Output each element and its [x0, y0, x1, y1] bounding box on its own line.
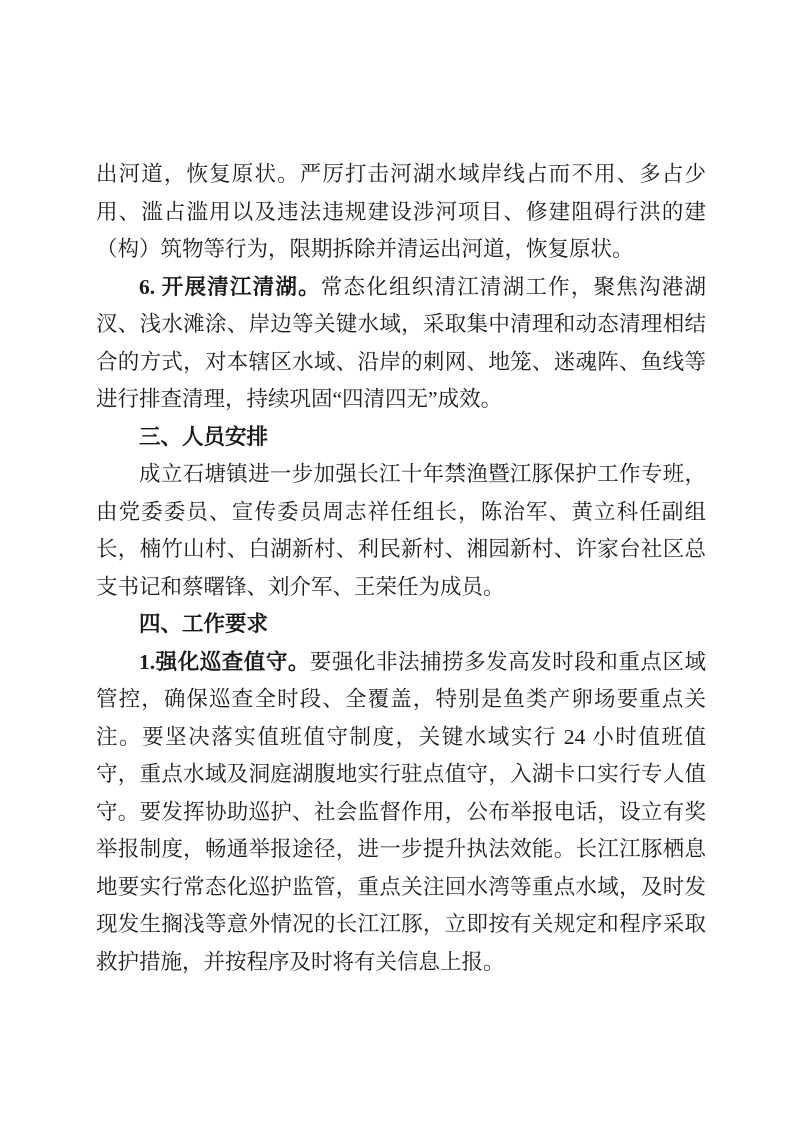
paragraph-continuation: [96, 156, 706, 269]
paragraph-personnel: [96, 456, 706, 606]
section-heading-personnel: 三、人员安排: [139, 424, 269, 449]
section-heading-work-requirements: 四、工作要求: [139, 612, 269, 636]
paragraph-bold-lead: 1.强化巡查值守。: [139, 649, 310, 674]
document-body: [96, 156, 706, 981]
paragraph-bold-lead: 6. 开展清江清湖。: [139, 274, 321, 299]
paragraph-text: 成立石塘镇进一步加强长江十年禁渔暨江豚保护工作专班，由党委委员、宣传委员周志祥任组长，陈治军、黄立科任副组长，楠竹山村、白湖新村、利民新村、湘园新村、许家台社区总支书记和蔡曙锋、刘介军、王荣任为成员。: [96, 462, 706, 599]
paragraph-text: 常态化组织清江清湖工作，聚焦沟港湖汊、浅水滩涂、岸边等关键水域，采取集中清理和动态清理相结合的方式，对本辖区水域、沿岸的刺网、地笼、迷魂阵、鱼线等进行排查清理，持续巩固“四清四无”成效。: [96, 274, 706, 411]
paragraph-text: 出河道，恢复原状。严厉打击河湖水域岸线占而不用、多占少用、滥占滥用以及违法违规建设涉河项目、修建阻碍行洪的建（构）筑物等行为，限期拆除并清运出河道，恢复原状。: [96, 162, 706, 261]
paragraph-item-6: [96, 269, 706, 419]
paragraph-text: 要强化非法捕捞多发高发时段和重点区域管控，确保巡查全时段、全覆盖，特别是鱼类产卵场要重点关注。要坚决落实值班值守制度，关键水域实行 24 小时值班值守，重点水域及洞庭湖腹地实行驻点值守，入湖卡口实行专人值守。要发挥协助巡护、社会监督作用，公布举报电话，设立有奖举报制度，畅通举报途径，进一步提升执法效能。长江江豚栖息地要实行常态化巡护监管，重点关注回水湾等重点水域，及时发现发生搁浅等意外情况的长江江豚，立即按有关规定和程序采取救护措施，并按程序及时将有关信息上报。: [96, 649, 706, 974]
paragraph-item-1: [96, 644, 706, 982]
